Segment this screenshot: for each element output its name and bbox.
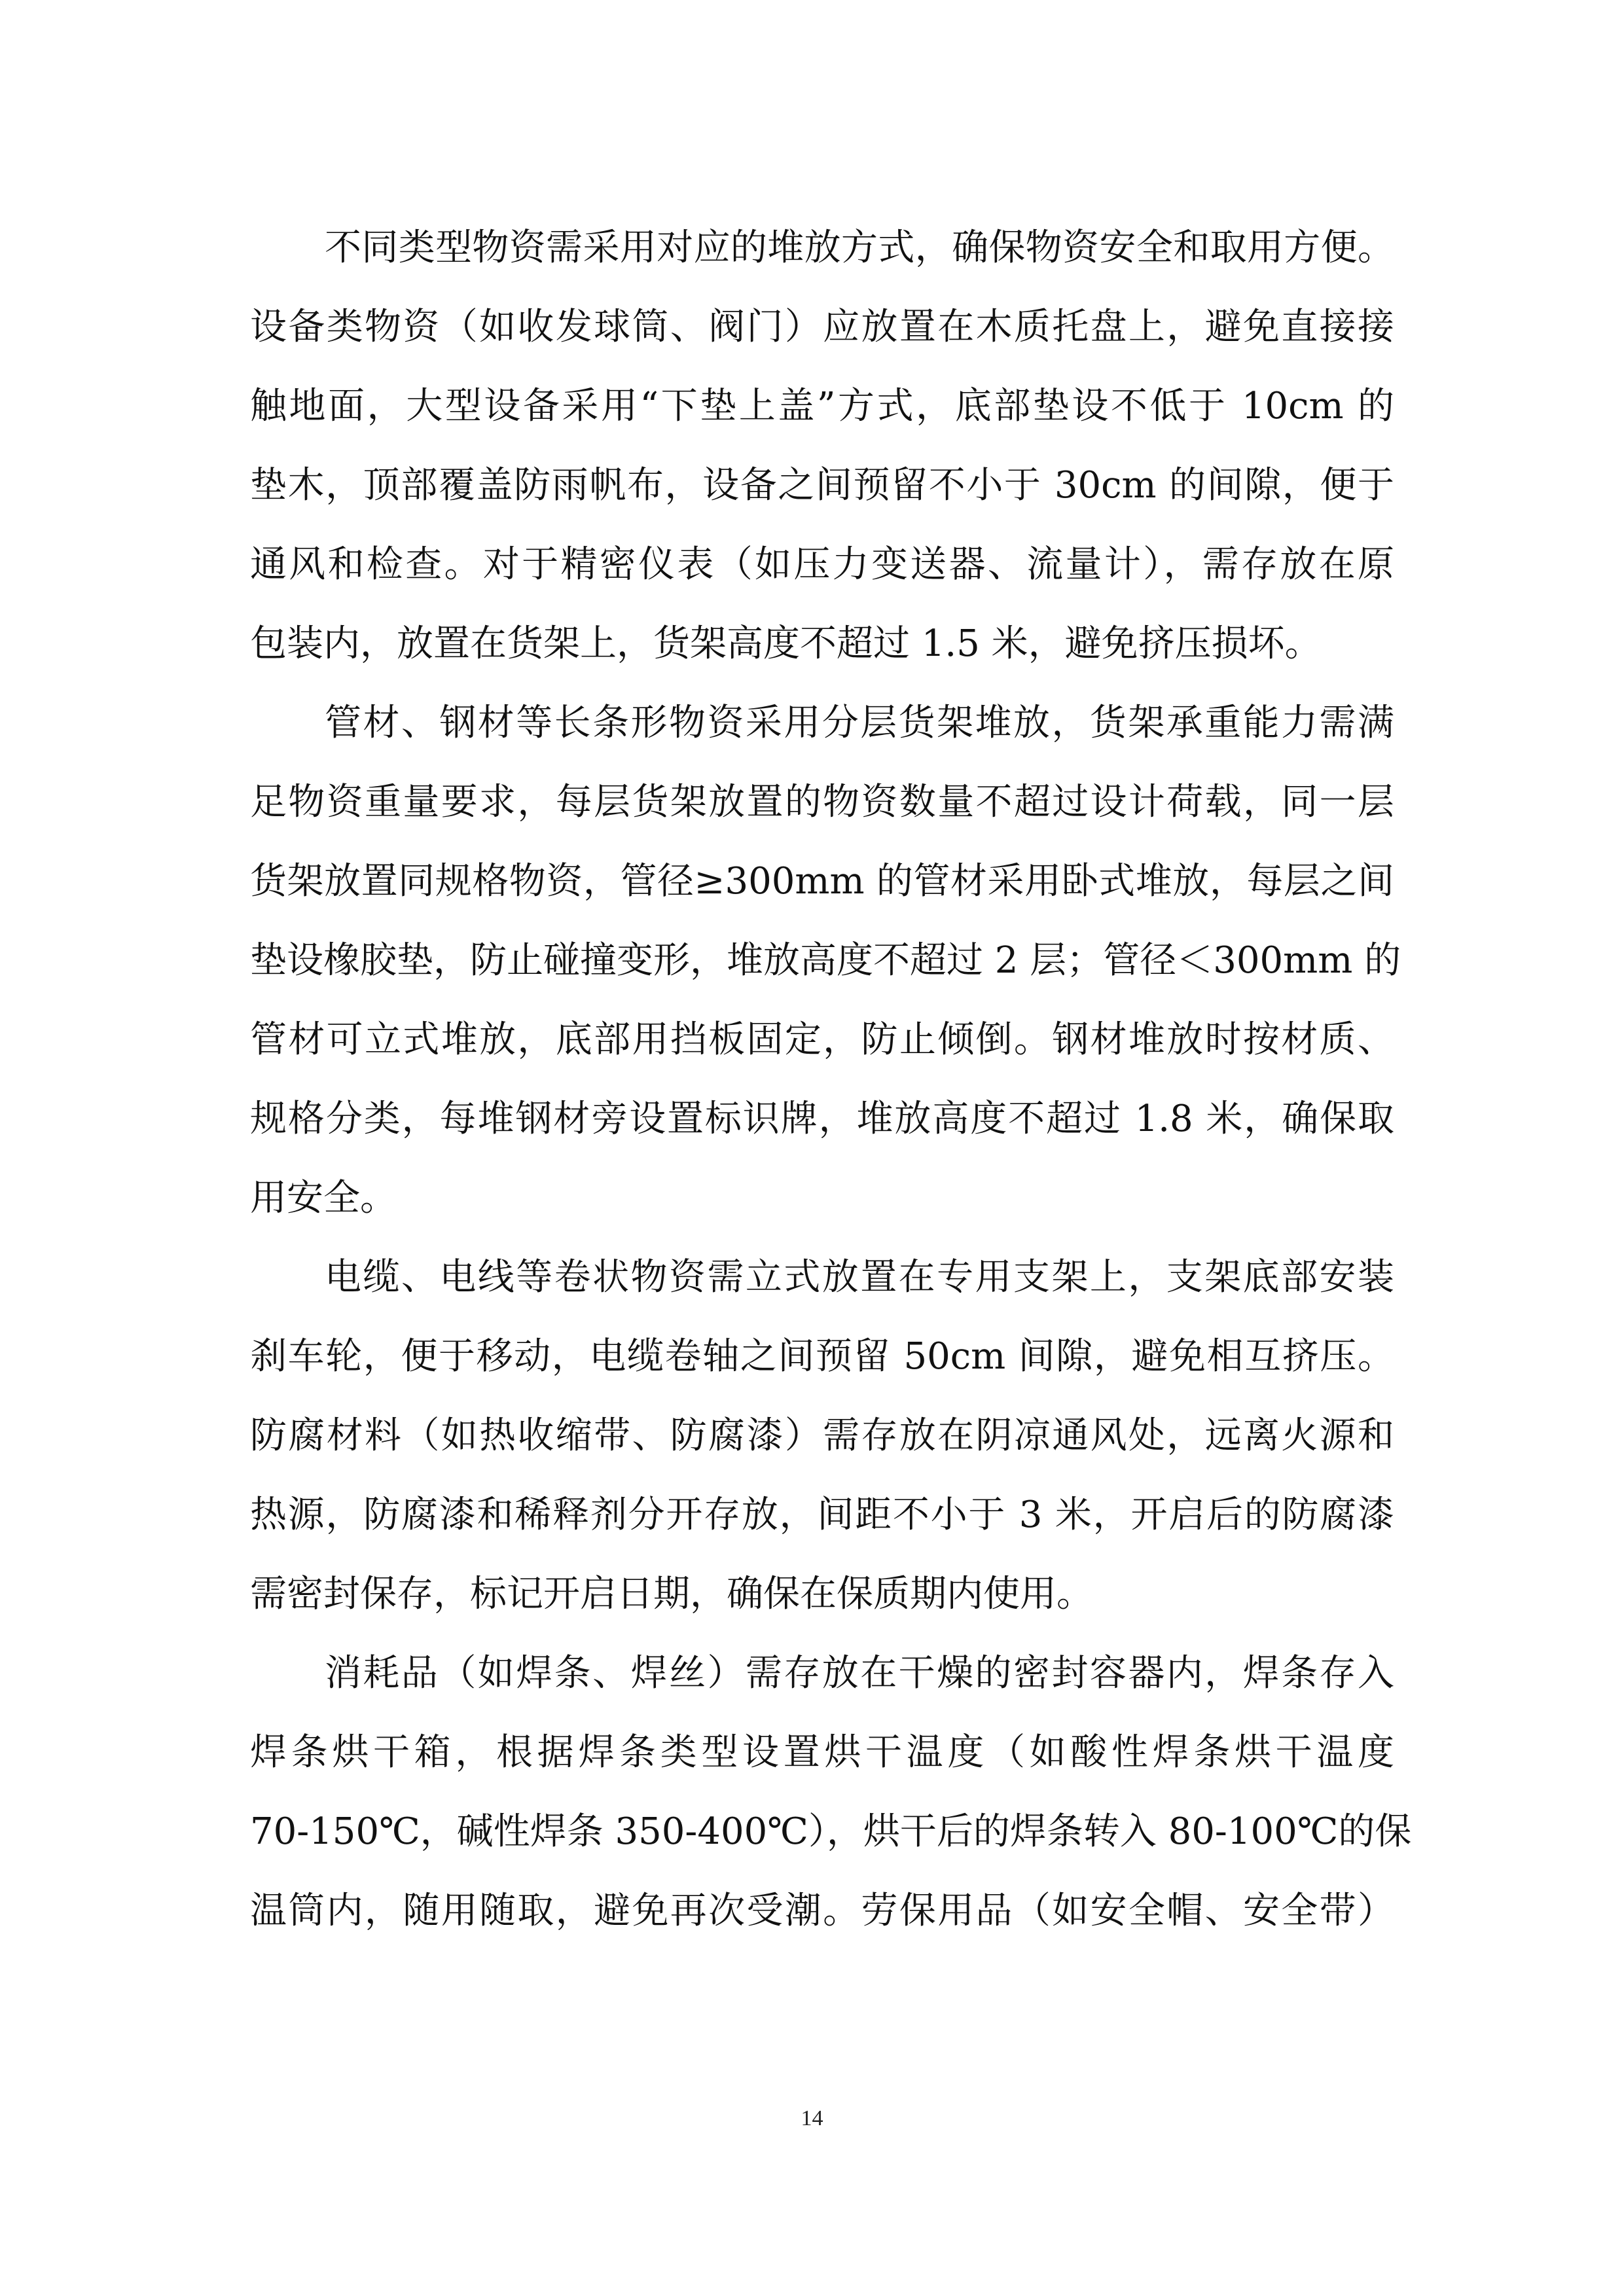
text-line: 规格分类，每堆钢材旁设置标识牌，堆放高度不超过 1.8 米，确保取 xyxy=(250,1098,1394,1140)
text-line: 温筒内，随用随取，避免再次受潮。劳保用品（如安全帽、安全带） xyxy=(250,1890,1394,1932)
text-line: 70-150℃，碱性焊条 350-400℃），烘干后的焊条转入 80-100℃的保 xyxy=(250,1810,1412,1853)
text-line: 不同类型物资需采用对应的堆放方式，确保物资安全和取用方便。 xyxy=(325,226,1394,269)
text-line: 热源，防腐漆和稀释剂分开存放，间距不小于 3 米，开启后的防腐漆 xyxy=(250,1494,1394,1536)
text-line: 管材、钢材等长条形物资采用分层货架堆放，货架承重能力需满 xyxy=(325,702,1394,744)
text-line: 刹车轮，便于移动，电缆卷轴之间预留 50cm 间隙，避免相互挤压。 xyxy=(250,1335,1394,1378)
text-line: 垫木，顶部覆盖防雨帆布，设备之间预留不小于 30cm 的间隙，便于 xyxy=(250,464,1394,507)
text-line: 通风和检查。对于精密仪表（如压力变送器、流量计），需存放在原 xyxy=(250,543,1394,586)
text-line: 需密封保存，标记开启日期，确保在保质期内使用。 xyxy=(250,1573,1093,1615)
text-line: 管材可立式堆放，底部用挡板固定，防止倾倒。钢材堆放时按材质、 xyxy=(250,1018,1394,1061)
text-line: 焊条烘干箱，根据焊条类型设置烘干温度（如酸性焊条烘干温度 xyxy=(250,1731,1394,1774)
text-line: 电缆、电线等卷状物资需立式放置在专用支架上，支架底部安装 xyxy=(325,1256,1394,1299)
text-line: 防腐材料（如热收缩带、防腐漆）需存放在阴凉通风处，远离火源和 xyxy=(250,1414,1394,1457)
text-line: 包装内，放置在货架上，货架高度不超过 1.5 米，避免挤压损坏。 xyxy=(250,622,1322,665)
text-line: 消耗品（如焊条、焊丝）需存放在干燥的密封容器内，焊条存入 xyxy=(325,1652,1394,1695)
text-line: 触地面，大型设备采用“下垫上盖”方式，底部垫设不低于 10cm 的 xyxy=(250,385,1394,427)
body-text xyxy=(250,208,1412,1950)
text-line: 设备类物资（如收发球筒、阀门）应放置在木质托盘上，避免直接接 xyxy=(250,306,1394,348)
text-line: 垫设橡胶垫，防止碰撞变形，堆放高度不超过 2 层；管径＜300mm 的 xyxy=(250,939,1401,982)
text-line: 货架放置同规格物资，管径≥300mm 的管材采用卧式堆放，每层之间 xyxy=(250,860,1394,903)
text-line: 用安全。 xyxy=(250,1177,397,1219)
text-line: 足物资重量要求，每层货架放置的物资数量不超过设计荷载，同一层 xyxy=(250,781,1394,823)
page-number: 14 xyxy=(801,2106,823,2130)
